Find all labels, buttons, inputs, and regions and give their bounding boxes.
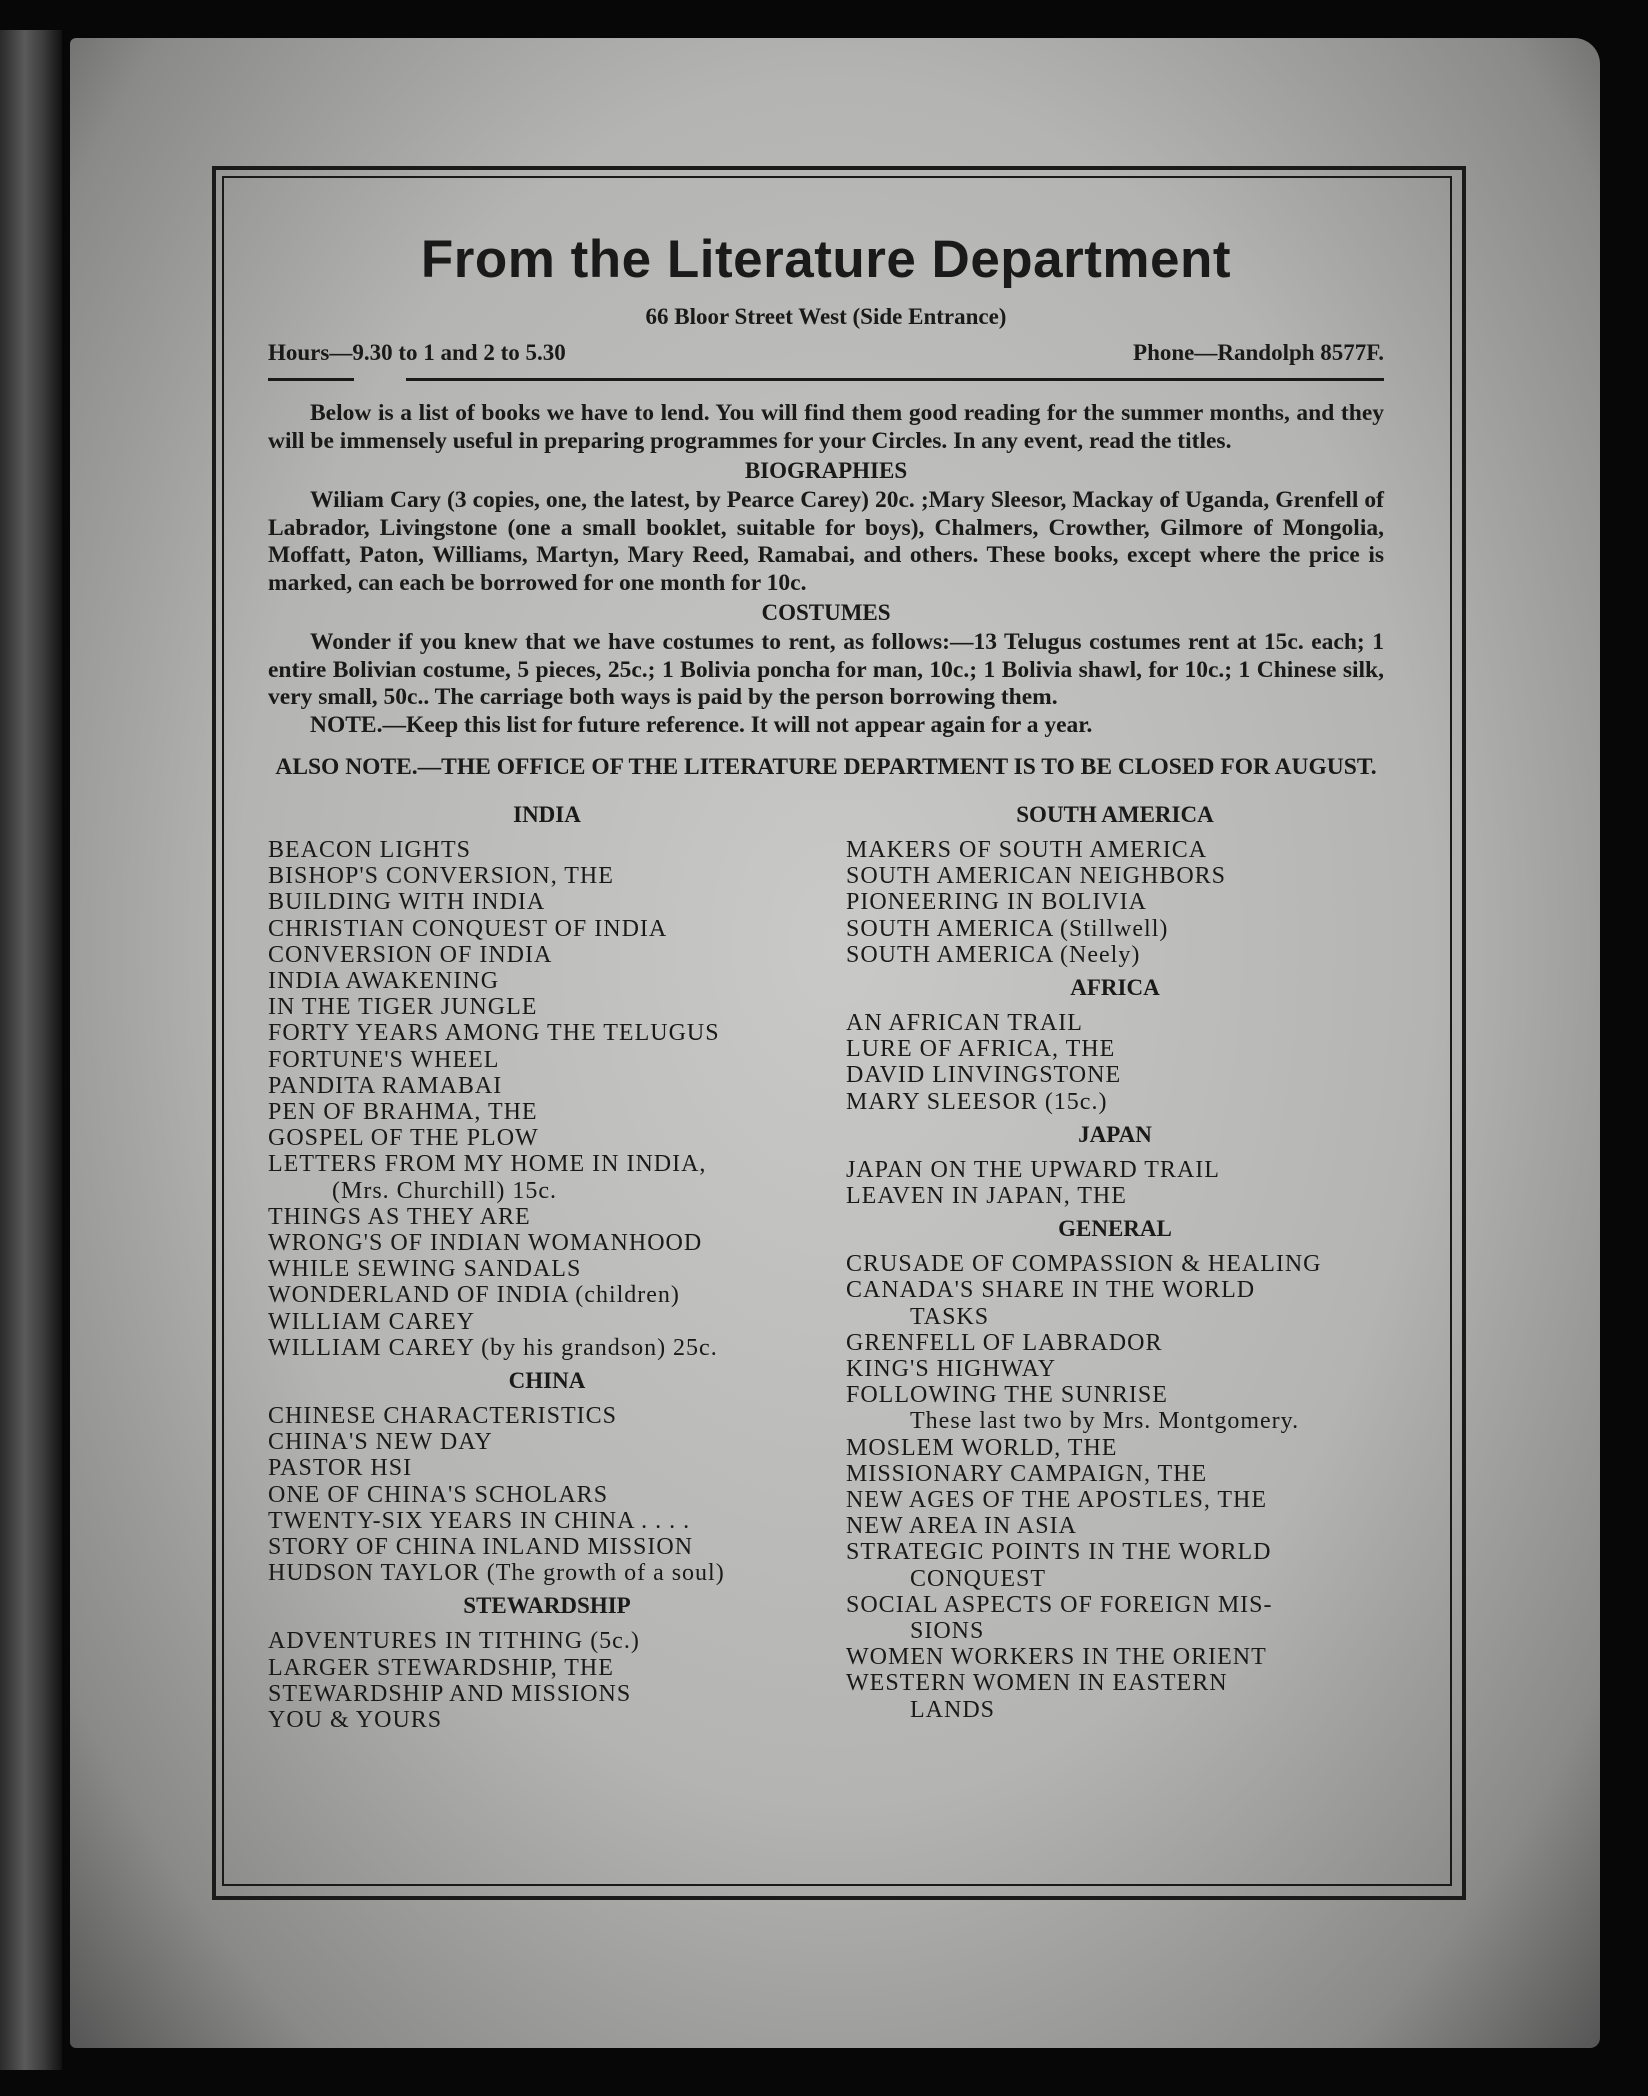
list-item: SOUTH AMERICA (Neely) [846, 941, 1141, 968]
list-item: BUILDING WITH INDIA [268, 889, 546, 916]
costumes-heading: COSTUMES [761, 600, 891, 625]
note-paragraph: NOTE.—Keep this list for future reference. It will not appear again for a year. [310, 711, 1093, 738]
general-heading: GENERAL [1058, 1216, 1172, 1242]
facing-page-edge [0, 30, 62, 2070]
hours-phone-row [262, 338, 1390, 368]
list-item: CONVERSION OF INDIA [268, 941, 553, 968]
list-item: CHINESE CHARACTERISTICS [268, 1403, 618, 1430]
header-rule [262, 376, 1390, 382]
list-item: CANADA'S SHARE IN THE WORLD [846, 1277, 1256, 1304]
list-item: WHILE SEWING SANDALS [268, 1256, 582, 1283]
phone: Phone—Randolph 8577F. [1133, 340, 1384, 365]
book-list-columns [262, 795, 1390, 1733]
left-column [268, 795, 826, 1733]
list-item: STORY OF CHINA INLAND MISSION [268, 1534, 694, 1561]
list-item: MARY SLEESOR (15c.) [846, 1088, 1108, 1115]
list-item: These last two by Mrs. Montgomery. [910, 1408, 1300, 1435]
south-america-list [846, 837, 1384, 968]
stewardship-list [268, 1628, 826, 1733]
list-item: JAPAN ON THE UPWARD TRAIL [846, 1156, 1220, 1183]
costumes-paragraph: Wonder if you knew that we have costumes to rent, as follows:—13 Telugus costumes rent at 15c. each; 1 entire Bolivian costume, 5 pieces, 25c.; 1 Bolivia poncha for man, 10c.; 1 Bolivia shawl, for 10c.; 1 Chinese silk, very small, 50c.. The carriage both ways is paid by the person borrowing them. [268, 629, 1384, 710]
list-item: LETTERS FROM MY HOME IN INDIA, [268, 1151, 707, 1178]
list-item: FORTUNE'S WHEEL [268, 1046, 500, 1073]
list-item: SOUTH AMERICA (Stillwell) [846, 915, 1169, 942]
list-item: FORTY YEARS AMONG THE TELUGUS [268, 1020, 720, 1047]
page-title: From the Literature Department [420, 230, 1232, 289]
list-item: WILLIAM CAREY [268, 1308, 475, 1335]
list-item: DAVID LINVINGSTONE [846, 1062, 1122, 1089]
document-content [262, 220, 1390, 1733]
list-item: INDIA AWAKENING [268, 968, 500, 995]
list-item: MAKERS OF SOUTH AMERICA [846, 837, 1208, 863]
list-item: FOLLOWING THE SUNRISE [846, 1382, 1168, 1409]
list-item: (Mrs. Churchill) 15c. [332, 1177, 557, 1204]
india-list [268, 837, 826, 1361]
list-item: GRENFELL OF LABRADOR [846, 1329, 1163, 1356]
japan-heading: JAPAN [1078, 1121, 1152, 1147]
list-item: WESTERN WOMEN IN EASTERN [846, 1670, 1228, 1697]
list-item: TWENTY-SIX YEARS IN CHINA . . . . [268, 1507, 691, 1534]
list-item: GOSPEL OF THE PLOW [268, 1125, 539, 1152]
list-item: AN AFRICAN TRAIL [846, 1010, 1083, 1037]
africa-heading: AFRICA [1070, 975, 1160, 1001]
list-item: SOCIAL ASPECTS OF FOREIGN MIS- [846, 1591, 1273, 1618]
japan-list [846, 1157, 1384, 1209]
list-item: LANDS [910, 1696, 996, 1723]
list-item: BEACON LIGHTS [268, 837, 471, 863]
list-item: STRATEGIC POINTS IN THE WORLD [846, 1539, 1272, 1566]
list-item: PIONEERING IN BOLIVIA [846, 889, 1147, 916]
stewardship-heading: STEWARDSHIP [463, 1593, 631, 1619]
biographies-heading: BIOGRAPHIES [744, 458, 908, 483]
list-item: CRUSADE OF COMPASSION & HEALING [846, 1251, 1322, 1278]
list-item: MOSLEM WORLD, THE [846, 1434, 1118, 1461]
china-list [268, 1403, 826, 1586]
china-heading: CHINA [508, 1368, 586, 1394]
list-item: SOUTH AMERICAN NEIGHBORS [846, 863, 1227, 890]
list-item: PANDITA RAMABAI [268, 1072, 503, 1099]
list-item: PEN OF BRAHMA, THE [268, 1099, 538, 1126]
rule-segment-long [406, 378, 1384, 381]
list-item: LARGER STEWARDSHIP, THE [268, 1654, 614, 1681]
list-item: YOU & YOURS [268, 1707, 443, 1734]
list-item: NEW AGES OF THE APOSTLES, THE [846, 1487, 1268, 1514]
rule-segment-short [268, 378, 354, 381]
list-item: NEW AREA IN ASIA [846, 1513, 1077, 1540]
list-item: SIONS [910, 1618, 985, 1645]
list-item: PASTOR HSI [268, 1455, 413, 1482]
list-item: CHINA'S NEW DAY [268, 1429, 493, 1456]
list-item: ONE OF CHINA'S SCHOLARS [268, 1481, 609, 1508]
list-item: LURE OF AFRICA, THE [846, 1036, 1116, 1063]
list-item: CONQUEST [910, 1565, 1047, 1592]
list-item: TASKS [910, 1303, 990, 1330]
address: 66 Bloor Street West (Side Entrance) [645, 304, 1007, 329]
list-item: STEWARDSHIP AND MISSIONS [268, 1680, 632, 1707]
africa-list [846, 1010, 1384, 1115]
list-item: CHRISTIAN CONQUEST OF INDIA [268, 915, 668, 942]
list-item: BISHOP'S CONVERSION, THE [268, 863, 614, 890]
hours: Hours—9.30 to 1 and 2 to 5.30 [268, 340, 566, 365]
list-item: HUDSON TAYLOR (The growth of a soul) [268, 1560, 725, 1587]
list-item: THINGS AS THEY ARE [268, 1203, 531, 1230]
intro-paragraph: Below is a list of books we have to lend. You will find them good reading for the summer months, and they will be immensely useful in preparing programmes for your Circles. In any event, read the titles. [268, 400, 1384, 454]
list-item: WOMEN WORKERS IN THE ORIENT [846, 1644, 1267, 1671]
india-heading: INDIA [513, 802, 581, 827]
south-america-heading: SOUTH AMERICA [1016, 802, 1214, 827]
list-item: WRONG'S OF INDIAN WOMANHOOD [268, 1230, 703, 1257]
list-item: ADVENTURES IN TITHING (5c.) [268, 1628, 640, 1655]
right-column [826, 795, 1384, 1733]
list-item: WONDERLAND OF INDIA (children) [268, 1282, 680, 1309]
list-item: WILLIAM CAREY (by his grandson) 25c. [268, 1334, 718, 1361]
intro-section [262, 400, 1390, 739]
list-item: MISSIONARY CAMPAIGN, THE [846, 1460, 1208, 1487]
list-item: IN THE TIGER JUNGLE [268, 994, 538, 1021]
list-item: KING'S HIGHWAY [846, 1356, 1057, 1383]
list-item: LEAVEN IN JAPAN, THE [846, 1183, 1127, 1210]
also-note: ALSO NOTE.—THE OFFICE OF THE LITERATURE DEPARTMENT IS TO BE CLOSED FOR AUGUST. [275, 754, 1377, 780]
general-list [846, 1251, 1384, 1723]
biographies-paragraph: Wiliam Cary (3 copies, one, the latest, by Pearce Carey) 20c. ;Mary Sleesor, Mackay of Uganda, Grenfell of Labrador, Livingstone (one a small booklet, suitable for boys), Chalmers, Crowther, Gilmore of Mongolia, Moffatt, Paton, Williams, Martyn, Mary Reed, Ramabai, and others. These books, except where the price is marked, can each be borrowed for one month for 10c. [268, 487, 1384, 596]
